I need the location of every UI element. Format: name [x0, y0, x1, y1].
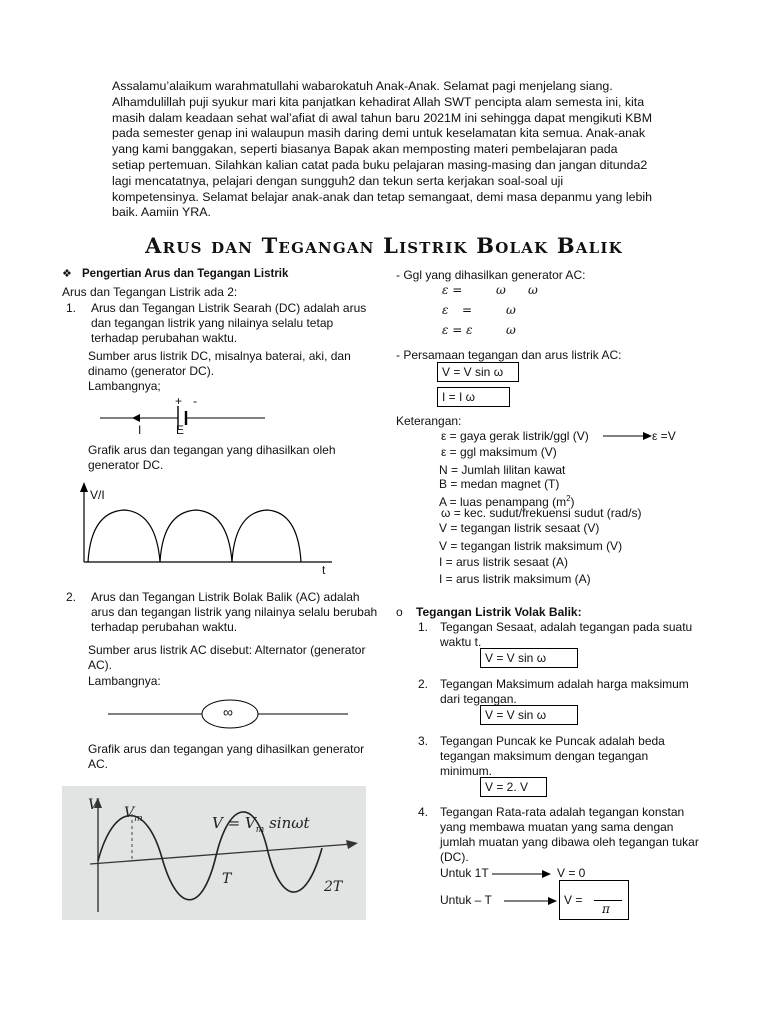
- dc-graph-y-label: V/I: [90, 488, 105, 502]
- keterangan-heading: Keterangan:: [396, 414, 462, 428]
- ggl-eq2-right: ω: [506, 303, 516, 317]
- dc-symbol-label: Lambangnya;: [88, 379, 161, 393]
- max-voltage-box: V = V sin ω: [480, 705, 578, 725]
- section-heading: Pengertian Arus dan Tegangan Listrik: [82, 268, 289, 280]
- instant-voltage-box: V = V sin ω: [480, 648, 578, 668]
- fraction-bar: [594, 900, 622, 901]
- legend-current: I = arus listrik sesaat (A): [439, 555, 569, 569]
- photo-vm-label: [124, 806, 143, 827]
- dc-source: Sumber arus listrik DC, misalnya baterai, aki, dan dinamo (generator DC).: [88, 349, 351, 378]
- ac-source: Sumber arus listrik AC disebut: Alternator (generator AC).: [88, 643, 366, 672]
- ggl-heading: - Ggl yang dihasilkan generator AC:: [396, 268, 586, 282]
- legend-current-max: I = arus listrik maksimum (A): [439, 572, 591, 586]
- arrow-right-icon: [603, 430, 653, 442]
- equation-heading: - Persamaan tegangan dan arus listrik AC:: [396, 348, 622, 362]
- legend-area-sup: 2: [566, 494, 571, 503]
- list-number: 3.: [418, 734, 429, 748]
- dc-emf-label: E: [176, 423, 185, 437]
- page-title: Arus dan Tegangan Listrik Bolak Balik: [145, 233, 623, 258]
- ac-graph-photo: [62, 786, 366, 920]
- ggl-eq2-mid: =: [462, 303, 473, 317]
- photo-vm-text: V: [124, 805, 135, 821]
- photo-v-label: V: [88, 797, 99, 813]
- dc-graph-caption: Grafik arus dan tegangan yang dihasilkan oleh generator DC.: [88, 443, 336, 472]
- arrow-right-icon: [492, 868, 554, 880]
- dc-battery-symbol: [100, 392, 270, 437]
- untuk-1t-result: V = 0: [557, 866, 586, 880]
- average-voltage-text: Tegangan Rata-rata adalah tegangan konstan yang membawa muatan yang sama dengan jumlah muatan yang dibawa oleh tegangan tukar (DC).: [440, 805, 699, 864]
- average-voltage-box: [559, 880, 629, 920]
- legend-angular-speed: ω = kec. sudut/frekuensi sudut (rad/s): [441, 506, 642, 520]
- photo-formula-text: V = V: [212, 814, 256, 832]
- ggl-eq1-right: ω: [528, 283, 538, 297]
- ggl-eq3-right: ω: [506, 323, 516, 337]
- legend-area-text: A = luas penampang (m: [439, 495, 567, 509]
- legend-emf: ε = gaya gerak listrik/ggl (V): [441, 429, 589, 443]
- legend-turns: N = Jumlah lilitan kawat: [439, 463, 566, 477]
- ggl-eq1-mid: ω: [496, 283, 506, 297]
- peak-voltage-text: Tegangan Puncak ke Puncak adalah beda tegangan maksimum dengan tegangan minimum.: [440, 734, 665, 778]
- ac-symbol-label: Lambangnya:: [88, 674, 161, 688]
- voltage-equation-box: V = V sin ω: [437, 362, 519, 382]
- intro-paragraph: Assalamu’alaikum warahmatullahi wabarokatuh Anak-Anak. Selamat pagi menjelang siang. Alhamdulillah puji syukur mari kita panjatkan kehadirat Allah SWT pencipta alam semesta ini, kita masih dalam keadaan sehat wal’afiat di awal tahun baru 2021M ini sehingga dapat mengikuti KBM pada semester genap ini walaupun masih daring demi untuk keselamatan kita semua. Anak-anak yang kami banggakan, seperti biasanya Bapak akan memposting materi pembelajaran pada setiap pertemuan. Silahkan kalian catat pada buku pelajaran masing-masing dan jangan ditunda2 lagi mencatatnya, pelajari dengan sungguh2 dan tekun serta kerjakan soal-soal uji kompetensinya. Selamat belajar anak-anak dan tetap semangaat, demi masa depanmu yang lebih baik. Aamiin YRA.: [112, 79, 653, 220]
- current-equation-box: I = I ω: [437, 387, 510, 407]
- average-voltage-lhs: V =: [564, 893, 583, 907]
- untuk-half-t: Untuk – T: [440, 893, 492, 907]
- list-number: 1.: [418, 620, 429, 634]
- legend-emf-unit: ε =V: [652, 429, 676, 443]
- photo-vm-sub: m: [134, 813, 143, 824]
- legend-magnetic-field: B = medan magnet (T): [439, 477, 560, 491]
- dc-current-label: I: [138, 423, 142, 437]
- fraction-denominator-pi: π: [602, 902, 610, 916]
- ggl-eq1-left: ε =: [442, 283, 463, 297]
- ac-definition: Arus dan Tegangan Listrik Bolak Balik (AC) adalah arus dan tegangan listrik yang nilainya selalu berubah terhadap perubahan waktu.: [91, 590, 378, 634]
- max-voltage-text: Tegangan Maksimum adalah harga maksimum dari tegangan.: [440, 677, 689, 706]
- list-number: 2.: [418, 677, 429, 691]
- photo-formula-sub: m: [255, 825, 265, 835]
- subsection-heading: Tegangan Listrik Volak Balik:: [416, 605, 582, 619]
- diamond-bullet-icon: ❖: [62, 268, 72, 280]
- dc-definition: Arus dan Tegangan Listrik Searah (DC) adalah arus dan tegangan listrik yang nilainya selalu tetap terhadap perubahan waktu.: [91, 301, 367, 345]
- dc-graph-x-label: t: [322, 563, 326, 577]
- dc-plus-label: +: [175, 394, 183, 408]
- circle-bullet-icon: o: [396, 605, 403, 619]
- photo-2t-label: 2T: [324, 879, 343, 895]
- instant-voltage-text: Tegangan Sesaat, adalah tegangan pada suatu waktu t.: [440, 620, 693, 649]
- ac-graph-caption: Grafik arus dan tegangan yang dihasilkan generator AC.: [88, 742, 365, 771]
- peak-voltage-box: V = 2. V: [480, 777, 547, 797]
- ac-sine-graph: [62, 786, 366, 920]
- ggl-eq3-left: ε = ε: [442, 323, 473, 337]
- legend-emf-max: ε = ggl maksimum (V): [441, 445, 557, 459]
- list-number: 4.: [418, 805, 429, 819]
- legend-voltage: V = tegangan listrik sesaat (V): [439, 521, 600, 535]
- list-number: 1.: [66, 301, 77, 315]
- legend-voltage-max: V = tegangan listrik maksimum (V): [439, 539, 623, 553]
- list-number: 2.: [66, 590, 77, 604]
- untuk-1t: Untuk 1T: [440, 866, 489, 880]
- ac-infinity-symbol: ∞: [223, 704, 233, 720]
- dc-graph: [74, 482, 344, 572]
- ggl-eq2-left: ε: [442, 303, 449, 317]
- legend-area-end: ): [570, 495, 575, 509]
- dc-minus-label: -: [193, 394, 197, 408]
- types-intro: Arus dan Tegangan Listrik ada 2:: [62, 285, 238, 299]
- photo-t-label: T: [222, 871, 232, 887]
- arrow-right-icon: [504, 895, 562, 907]
- photo-formula-tail: sinωt: [264, 814, 310, 832]
- photo-formula: [212, 816, 310, 838]
